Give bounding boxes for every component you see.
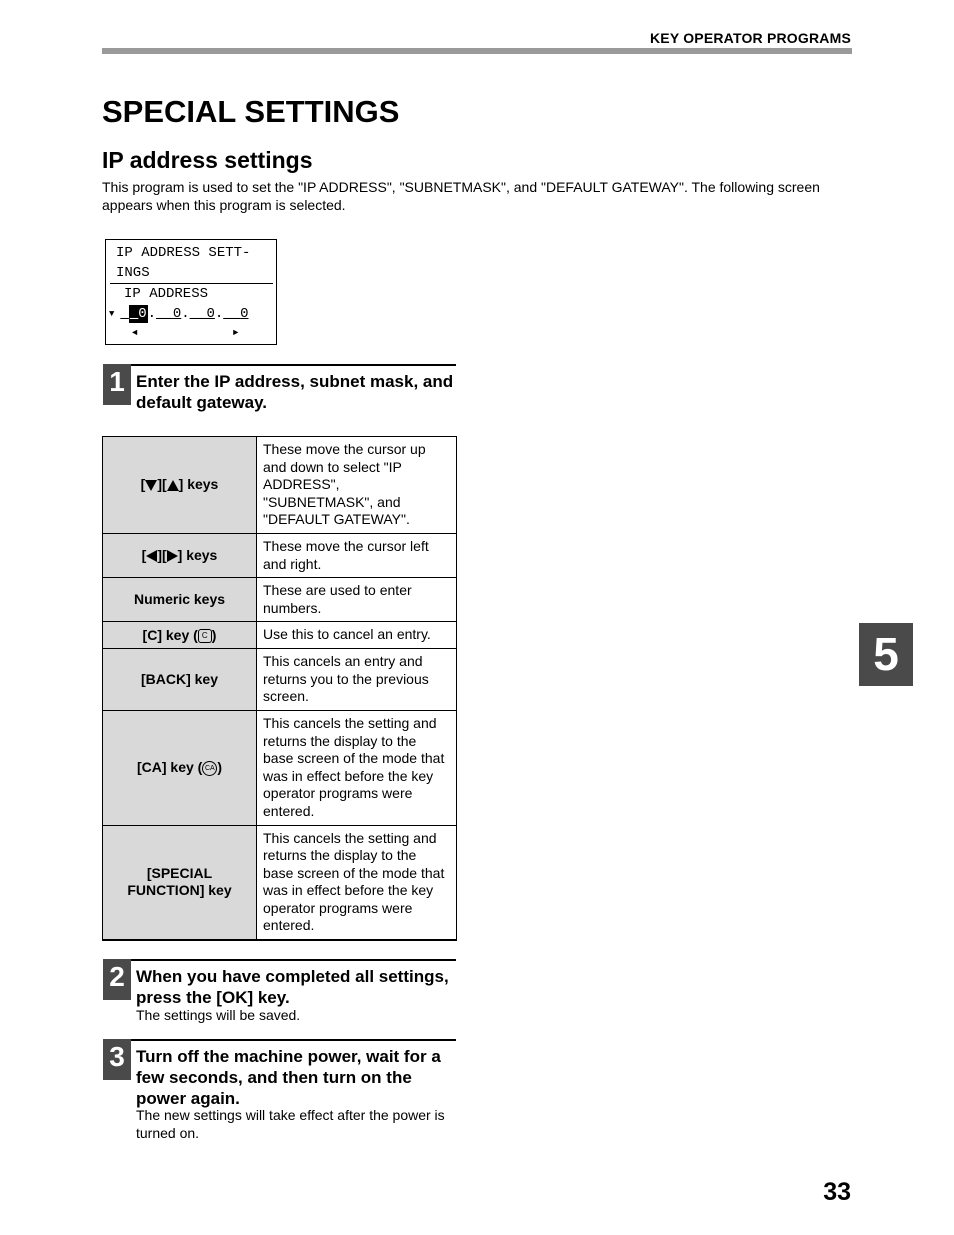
- key-cell-c: [C] key ( C ): [103, 622, 257, 649]
- lcd-octet-4: 0: [240, 306, 249, 322]
- step-number: 2: [103, 959, 131, 1000]
- table-row: [103, 578, 457, 622]
- right-triangle-icon: [167, 550, 178, 562]
- table-row: [103, 622, 457, 649]
- lcd-down-arrow-icon: ▼: [109, 309, 115, 319]
- step-1: [103, 364, 456, 424]
- key-description: These are used to enter numbers.: [257, 578, 457, 622]
- left-triangle-icon: [146, 550, 157, 562]
- step-rule: [103, 959, 456, 961]
- lcd-ip-value: ▼ __0.__0.__0.__0: [109, 306, 249, 322]
- step-description: The settings will be saved.: [136, 1007, 301, 1023]
- table-row: [103, 710, 457, 825]
- key-cell-up-down: [ ][ ] keys: [103, 437, 257, 534]
- table-row: [103, 825, 457, 940]
- table-row: [103, 648, 457, 710]
- step-number: 1: [103, 364, 131, 405]
- key-cell-numeric: Numeric keys: [103, 578, 257, 622]
- page-title: SPECIAL SETTINGS: [102, 94, 400, 129]
- lcd-cursor-octet: _0: [129, 306, 147, 322]
- lcd-left-arrow-icon: ◄: [132, 328, 138, 338]
- key-cell-special-function: [SPECIAL FUNCTION] key: [103, 825, 257, 940]
- lcd-line-title: IP ADDRESS SETT-INGS: [116, 245, 251, 281]
- header-rule: [102, 48, 852, 54]
- key-description: Use this to cancel an entry.: [257, 622, 457, 649]
- step-2: [103, 959, 456, 1029]
- step-title: When you have completed all settings, press the [OK] key.: [136, 967, 449, 1007]
- page-number: 33: [823, 1178, 851, 1206]
- key-description: This cancels the setting and returns the display to the base screen of the mode that was in effect before the key operator programs were entered.: [257, 825, 457, 940]
- lcd-display: [105, 239, 277, 345]
- key-cell-ca: [CA] key ( CA ): [103, 710, 257, 825]
- key-description: This cancels an entry and returns you to the previous screen.: [257, 648, 457, 710]
- clear-all-key-icon: CA: [202, 761, 217, 776]
- step-title: Enter the IP address, subnet mask, and default gateway.: [136, 372, 454, 412]
- step-number: 3: [103, 1039, 131, 1080]
- up-triangle-icon: [167, 480, 179, 491]
- intro-paragraph: This program is used to set the "IP ADDRESS", "SUBNETMASK", and "DEFAULT GATEWAY". The following screen appears when this program is selected.: [102, 179, 820, 213]
- key-cell-back: [BACK] key: [103, 648, 257, 710]
- step-title: Turn off the machine power, wait for a few seconds, and then turn on the power again.: [136, 1047, 441, 1108]
- table-row: [103, 533, 457, 577]
- lcd-right-arrow-icon: ►: [233, 328, 239, 338]
- key-description: These move the cursor up and down to select "IP ADDRESS", "SUBNETMASK", and "DEFAULT GATEWAY".: [257, 437, 457, 534]
- key-description: This cancels the setting and returns the display to the base screen of the mode that was in effect before the key operator programs were entered.: [257, 710, 457, 825]
- table-row: [103, 437, 457, 534]
- section-title: IP address settings: [102, 147, 313, 173]
- step-rule: [103, 1039, 456, 1041]
- step-description: The new settings will take effect after the power is turned on.: [136, 1107, 445, 1141]
- header-section-label: KEY OPERATOR PROGRAMS: [649, 30, 851, 46]
- down-triangle-icon: [145, 480, 157, 491]
- step-rule: [103, 364, 456, 366]
- lcd-octet-2: 0: [172, 306, 182, 322]
- key-description: These move the cursor left and right.: [257, 533, 457, 577]
- step-3: [103, 1039, 456, 1149]
- key-table: [102, 436, 457, 941]
- lcd-line-ip-address: IP ADDRESS: [124, 286, 209, 302]
- chapter-tab: 5: [859, 623, 913, 686]
- lcd-octet-3: 0: [206, 306, 215, 322]
- key-cell-left-right: [ ][ ] keys: [103, 533, 257, 577]
- clear-key-icon: C: [198, 629, 212, 643]
